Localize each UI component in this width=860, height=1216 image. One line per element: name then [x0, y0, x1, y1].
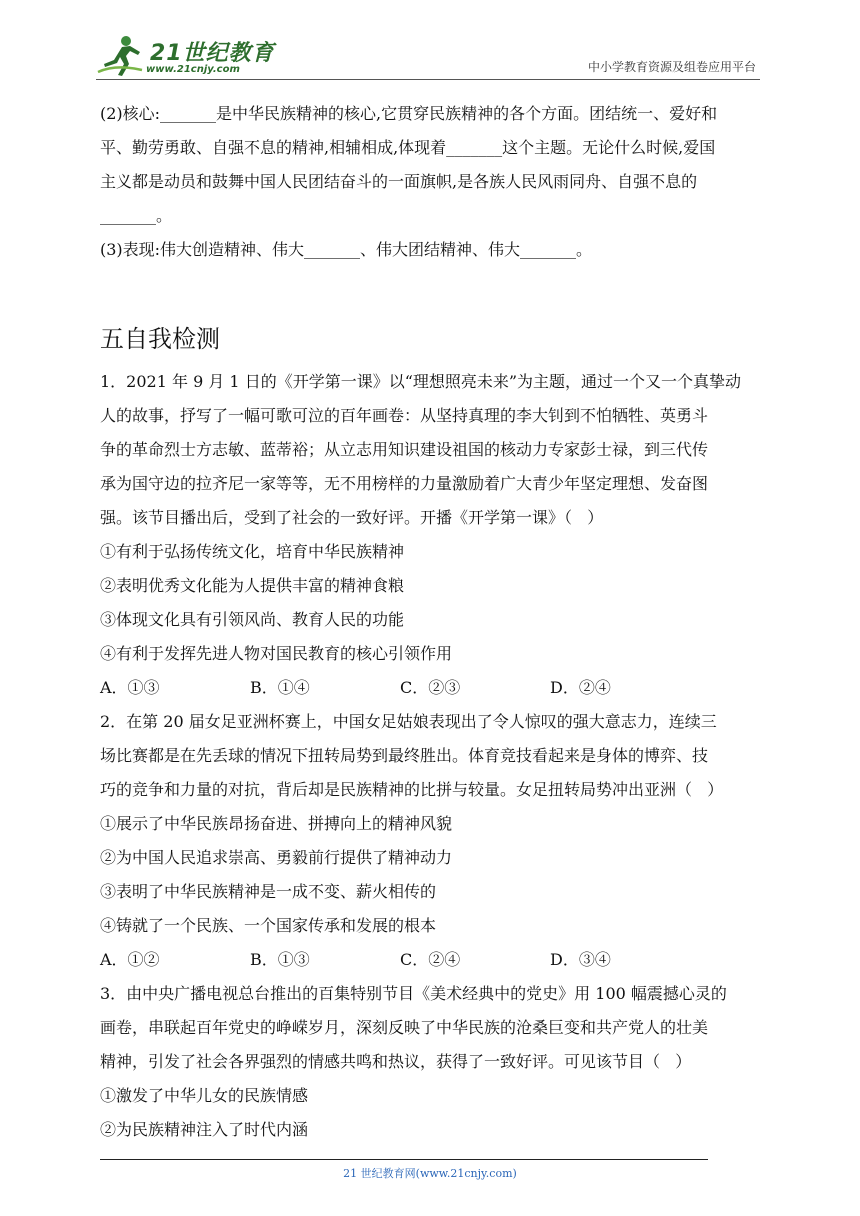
- question-1-line: 承为国守边的拉齐尼一家等等，无不用榜样的力量激励着广大青少年坚定理想、发奋图: [100, 474, 709, 493]
- option-b: B．①④: [250, 678, 310, 697]
- document-body: [100, 97, 768, 1147]
- paragraph-core-line: 主义都是动员和鼓舞中国人民团结奋斗的一面旗帜,是各族人民风雨同舟、自强不息的: [100, 172, 698, 191]
- option-c: C．②③: [400, 678, 461, 697]
- option-a: A．①③: [100, 678, 160, 697]
- question-2-item: ②为中国人民追求崇高、勇毅前行提供了精神动力: [100, 848, 453, 867]
- option-d: D．③④: [550, 950, 611, 969]
- logo-name: 21世纪教育: [150, 41, 275, 66]
- page-header: [96, 28, 756, 80]
- question-1-item: ②表明优秀文化能为人提供丰富的精神食粮: [100, 576, 405, 595]
- question-1-item: ③体现文化具有引领风尚、教育人民的功能: [100, 610, 405, 629]
- page-footer: 21 世纪教育网(www.21cnjy.com): [343, 1167, 517, 1180]
- paragraph-core-line: 平、勤劳勇敢、自强不息的精神,相辅相成,体现着_______这个主题。无论什么时候,爱国: [100, 138, 716, 157]
- question-2-item: ③表明了中华民族精神是一成不变、薪火相传的: [100, 882, 437, 901]
- runner-logo-icon: [96, 34, 146, 78]
- question-2-line: 巧的竞争和力量的对抗，背后却是民族精神的比拼与较量。女足扭转局势冲出亚洲（ ）: [100, 780, 724, 799]
- header-divider: [96, 79, 760, 80]
- paragraph-manifestation: (3)表现:伟大创造精神、伟大_______、伟大团结精神、伟大_______。: [100, 240, 593, 259]
- question-3-line: 精神，引发了社会各界强烈的情感共鸣和热议，获得了一致好评。可见该节目（ ）: [100, 1052, 692, 1071]
- paragraph-core-line: _______。: [100, 206, 173, 225]
- question-1-line: 强。该节目播出后，受到了社会的一致好评。开播《开学第一课》（ ）: [100, 508, 604, 527]
- paragraph-core-line: (2)核心:_______是中华民族精神的核心,它贯穿民族精神的各个方面。团结统一、爱好和: [100, 104, 718, 123]
- option-d: D．②④: [550, 678, 611, 697]
- option-a: A．①②: [100, 950, 160, 969]
- platform-name: 中小学教育资源及组卷应用平台: [587, 60, 756, 74]
- question-1-line: 人的故事，抒写了一幅可歌可泣的百年画卷：从坚持真理的李大钊到不怕牺牲、英勇斗: [100, 406, 709, 425]
- section-title: 五自我检测: [100, 325, 220, 353]
- question-2-item: ④铸就了一个民族、一个国家传承和发展的根本: [100, 916, 437, 935]
- question-1-item: ④有利于发挥先进人物对国民教育的核心引领作用: [100, 644, 453, 663]
- question-1-options: [100, 671, 768, 705]
- footer-divider: [100, 1159, 708, 1160]
- question-1-line: 争的革命烈士方志敏、蓝蒂裕；从立志用知识建设祖国的核动力专家彭士禄，到三代传: [100, 440, 709, 459]
- site-logo: [96, 34, 275, 78]
- option-c: C．②④: [400, 950, 461, 969]
- logo-url: www.21cnjy.com: [146, 64, 240, 75]
- question-2-line: 2．在第 20 届女足亚洲杯赛上，中国女足姑娘表现出了令人惊叹的强大意志力，连续三: [100, 712, 717, 731]
- question-2-line: 场比赛都是在先丢球的情况下扭转局势到最终胜出。体育竞技看起来是身体的博弈、技: [100, 746, 709, 765]
- question-3-item: ①激发了中华儿女的民族情感: [100, 1086, 309, 1105]
- option-b: B．①③: [250, 950, 310, 969]
- question-2-item: ①展示了中华民族昂扬奋进、拼搏向上的精神风貌: [100, 814, 453, 833]
- question-3-item: ②为民族精神注入了时代内涵: [100, 1120, 309, 1139]
- question-1-line: 1．2021 年 9 月 1 日的《开学第一课》以“理想照亮未来”为主题，通过一个又一个真挚动: [100, 372, 742, 391]
- question-2-options: [100, 943, 768, 977]
- question-3-line: 3．由中央广播电视总台推出的百集特别节目《美术经典中的党史》用 100 幅震撼心灵的: [100, 984, 727, 1003]
- question-1-item: ①有利于弘扬传统文化，培育中华民族精神: [100, 542, 405, 561]
- question-3-line: 画卷，串联起百年党史的峥嵘岁月，深刻反映了中华民族的沧桑巨变和共产党人的壮美: [100, 1018, 709, 1037]
